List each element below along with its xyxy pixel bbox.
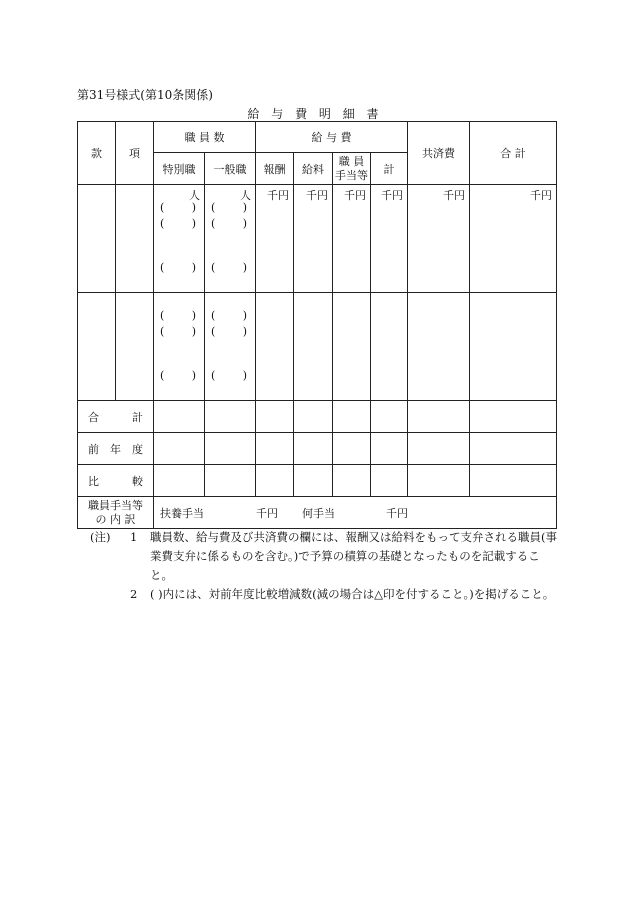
data-cell-kei-1 bbox=[371, 185, 408, 293]
unit-thousand-yen: 千円 bbox=[256, 506, 278, 520]
header-staff-count: 職 員 数 bbox=[154, 122, 256, 153]
header-kei: 計 bbox=[371, 153, 408, 185]
header-teate bbox=[333, 153, 371, 185]
paren-pair: ( ) bbox=[211, 261, 247, 274]
row-label-comparison: 比 較 bbox=[78, 465, 154, 497]
header-kou: 項 bbox=[116, 122, 154, 185]
data-cell-housyu-2 bbox=[256, 293, 294, 401]
unit-thousand-yen: 千円 bbox=[267, 189, 289, 202]
nani-teate-label: 何手当 bbox=[302, 506, 335, 520]
unit-thousand-yen: 千円 bbox=[386, 506, 408, 520]
data-cell-kan-2 bbox=[78, 293, 116, 401]
notes-section bbox=[90, 528, 560, 604]
salary-detail-table bbox=[77, 121, 557, 529]
header-general-staff: 一般職 bbox=[205, 153, 256, 185]
data-cell-kei-2 bbox=[371, 293, 408, 401]
header-kan: 款 bbox=[78, 122, 116, 185]
data-cell-total-1 bbox=[470, 185, 557, 293]
header-kyuryo: 給料 bbox=[294, 153, 333, 185]
row-label-previous-year: 前 年 度 bbox=[78, 433, 154, 465]
note-item: 2 ( )内には、対前年度比較増減数(減の場合は△印を付すること。)を掲げること。 bbox=[130, 587, 555, 601]
data-cell-kou-1 bbox=[116, 185, 154, 293]
data-cell-housyu-1 bbox=[256, 185, 294, 293]
paren-pair: ( ) bbox=[160, 309, 196, 322]
data-cell-special-1 bbox=[154, 185, 205, 293]
unit-person: 人 bbox=[189, 189, 200, 202]
data-cell-kyuryo-2 bbox=[294, 293, 333, 401]
document-title: 給 与 費 明 細 書 bbox=[247, 107, 383, 121]
paren-pair: ( ) bbox=[160, 369, 196, 382]
unit-thousand-yen: 千円 bbox=[530, 189, 552, 202]
data-cell-total-2 bbox=[470, 293, 557, 401]
note-item: (注) 1 職員数、給与費及び共済費の欄には、報酬又は給料をもって支弁される職員(事業費支弁に係るものを含む。)で予算の積算の基礎となったものを記載すること。 bbox=[90, 528, 560, 585]
data-cell-kyuryo-1 bbox=[294, 185, 333, 293]
header-total: 合 計 bbox=[470, 122, 557, 185]
unit-thousand-yen: 千円 bbox=[443, 189, 465, 202]
paren-pair: ( ) bbox=[160, 201, 196, 214]
paren-pair: ( ) bbox=[211, 201, 247, 214]
data-cell-teate-2 bbox=[333, 293, 371, 401]
header-housyu: 報酬 bbox=[256, 153, 294, 185]
paren-pair: ( ) bbox=[211, 369, 247, 382]
allowance-breakdown-cell bbox=[154, 497, 557, 529]
data-cell-general-1 bbox=[205, 185, 256, 293]
data-cell-general-2 bbox=[205, 293, 256, 401]
data-cell-teate-1 bbox=[333, 185, 371, 293]
header-teate-line1: 職 員 bbox=[338, 154, 365, 168]
data-cell-kou-2 bbox=[116, 293, 154, 401]
unit-thousand-yen: 千円 bbox=[306, 189, 328, 202]
paren-pair: ( ) bbox=[160, 325, 196, 338]
data-cell-kyosaihi-2 bbox=[408, 293, 470, 401]
paren-pair: ( ) bbox=[211, 309, 247, 322]
data-cell-special-2 bbox=[154, 293, 205, 401]
fuyo-teate-label: 扶養手当 bbox=[160, 506, 204, 520]
paren-pair: ( ) bbox=[211, 325, 247, 338]
paren-pair: ( ) bbox=[160, 261, 196, 274]
paren-pair: ( ) bbox=[160, 217, 196, 230]
row-label-total: 合 計 bbox=[78, 401, 154, 433]
header-salary-group: 給 与 費 bbox=[256, 122, 408, 153]
paren-pair: ( ) bbox=[211, 217, 247, 230]
notes-label: (注) bbox=[90, 530, 111, 544]
form-number-label: 第31号様式(第10条関係) bbox=[77, 88, 213, 102]
unit-person: 人 bbox=[240, 189, 251, 202]
header-kyosaihi: 共済費 bbox=[408, 122, 470, 185]
data-cell-kan-1 bbox=[78, 185, 116, 293]
data-cell-kyosaihi-1 bbox=[408, 185, 470, 293]
unit-thousand-yen: 千円 bbox=[344, 189, 366, 202]
unit-thousand-yen: 千円 bbox=[381, 189, 403, 202]
header-special-staff: 特別職 bbox=[154, 153, 205, 185]
row-label-allowance-breakdown: 職員手当等 の 内 訳 bbox=[78, 497, 154, 529]
header-teate-line2: 手当等 bbox=[335, 168, 368, 182]
